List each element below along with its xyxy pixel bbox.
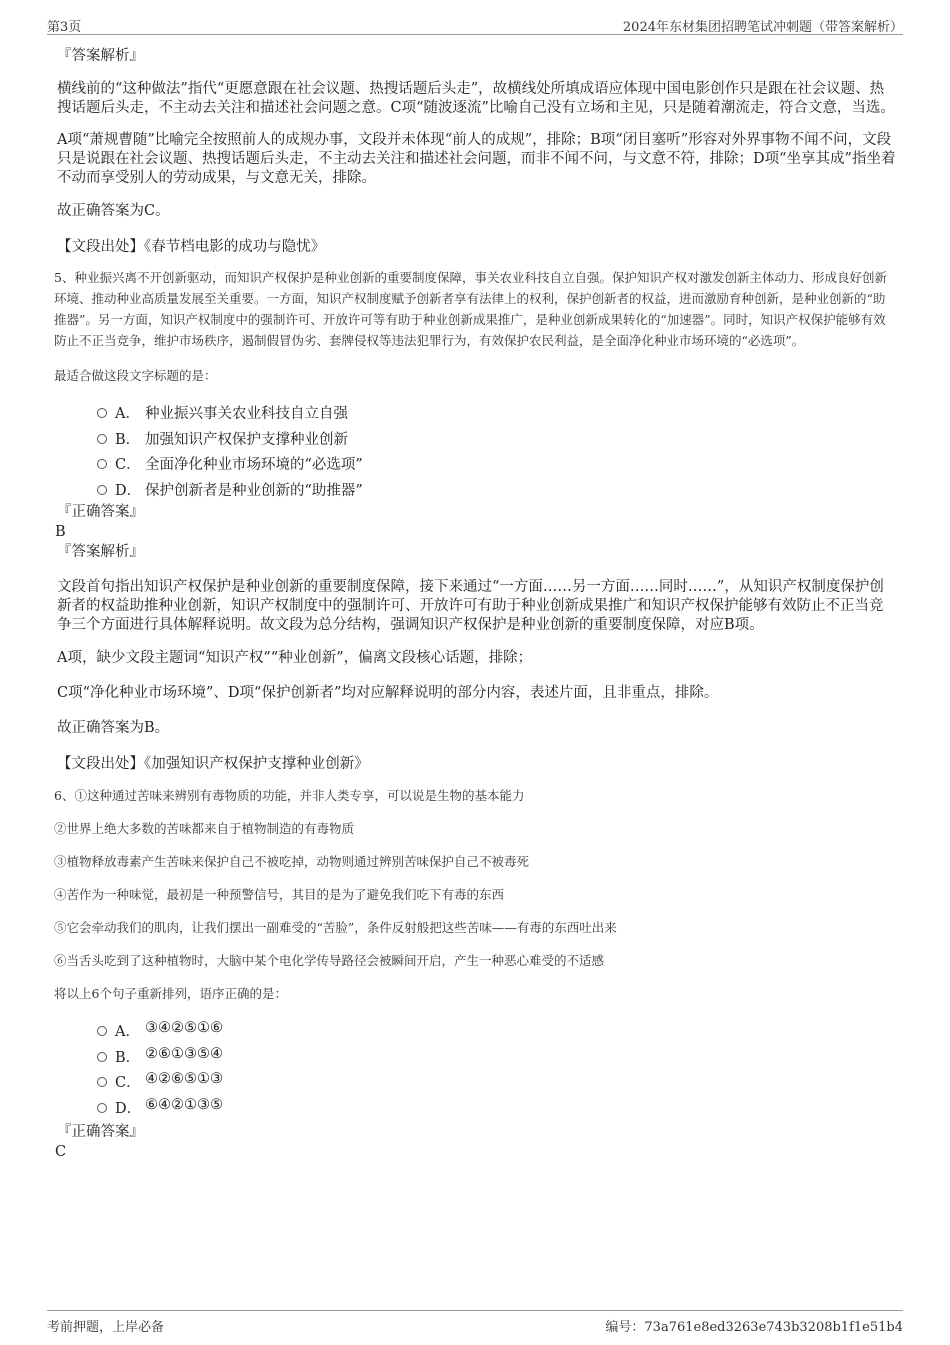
q5-conclusion: 故正确答案为B。: [57, 720, 170, 736]
q5-question: 最适合做这段文字标题的是：: [54, 368, 217, 383]
q5-stem: 5、种业振兴离不开创新驱动，而知识产权保护是种业创新的重要制度保障，事关农业科技自立自强。保护知识产权对激发创新主体动力、形成良好创新环境、推动种业高质量发展至关重要。一方面，知识产权制度赋予创新者享有法律上的权利，保护创新者的权益，进而激励育种创新，是种业创新的“助推器”。另一方面，知识产权制度中的强制许可、开放许可等有助于种业创新成果推广，是种业创新成果转化的“加速器”。同时，知识产权保护能够有效防止不正当竞争，维护市场秩序，遏制假冒伪劣、套牌侵权等违法犯罪行为，有效保护农民利益，是全面净化种业市场环境的“必选项”。: [54, 270, 887, 348]
q5-source: 【文段出处】《加强知识产权保护支撑种业创新》: [57, 756, 369, 772]
footer-slogan: 考前押题，上岸必备: [47, 1320, 165, 1335]
q4-analysis-label: 『答案解析』: [57, 48, 144, 64]
q5-analysis-p3: C项“净化种业市场环境”、D项“保护创新者”均对应解释说明的部分内容，表述片面，且非重点，排除。: [57, 685, 719, 701]
q5-analysis-p1: 文段首句指出知识产权保护是种业创新的重要制度保障，接下来通过“一方面……另一方面……同时……”，从知识产权制度保护创新者的权益助推种业创新，知识产权制度中的强制许可、开放许可有助于种业创新成果推广和知识产权保护能够有效防止不正当竞争三个方面进行具体解释说明。故文段为总分结构，强调知识产权保护是种业创新的重要制度保障，对应B项。: [57, 579, 884, 633]
q5-option-d[interactable]: D． 保护创新者是种业创新的“助推器”: [57, 477, 897, 503]
q5-correct-label: 『正确答案』: [57, 504, 144, 520]
q5-analysis-label: 『答案解析』: [57, 544, 144, 560]
q5-correct-value: B: [55, 524, 66, 540]
q4-conclusion: 故正确答案为C。: [57, 203, 170, 219]
document-title: 2024年东材集团招聘笔试冲刺题（带答案解析）: [622, 20, 903, 35]
q4-source: 【文段出处】《春节档电影的成功与隐忧》: [57, 239, 326, 255]
radio-icon[interactable]: [97, 1052, 107, 1062]
radio-icon[interactable]: [97, 408, 107, 418]
q6-sentence-6: ⑥当舌头吃到了这种植物时，大脑中某个电化学传导路径会被瞬间开启，产生一种恶心难受的不适感: [54, 953, 605, 968]
q6-option-c[interactable]: C． ④②⑥⑤①③: [57, 1069, 897, 1095]
q6-correct-label: 『正确答案』: [57, 1124, 144, 1140]
radio-icon[interactable]: [97, 485, 107, 495]
q4-analysis-p1: 横线前的“这种做法”指代“更愿意跟在社会议题、热搜话题后头走”，故横线处所填成语应体现中国电影创作只是跟在社会议题、热搜话题后头走，不主动去关注和描述社会问题之意。C项“随波逐流”比喻自己没有立场和主见，只是随着潮流走，符合文意，当选。: [57, 81, 895, 116]
q5-option-c[interactable]: C． 全面净化种业市场环境的“必选项”: [57, 451, 897, 477]
radio-icon[interactable]: [97, 1077, 107, 1087]
q4-analysis-p2: A项“萧规曹随”比喻完全按照前人的成规办事，文段并未体现“前人的成规”，排除；B项“闭目塞听”形容对外界事物不闻不问，文段只是说跟在社会议题、热搜话题后头走，不主动去关注和描述社会问题，而非不闻不问，与文意不符，排除；D项“坐享其成”指坐着不动而享受别人的劳动成果，与文意无关，排除。: [57, 132, 896, 186]
q6-sentence-5: ⑤它会牵动我们的肌肉，让我们摆出一副难受的“苦脸”，条件反射般把这些苦味——有毒的东西吐出来: [54, 920, 617, 935]
page-footer: [47, 1310, 903, 1335]
q6-options: [57, 1018, 897, 1120]
q6-sentence-1: 6、①这种通过苦味来辨别有毒物质的功能，并非人类专享，可以说是生物的基本能力: [54, 788, 525, 803]
q6-option-a[interactable]: A． ③④②⑤①⑥: [57, 1018, 897, 1044]
q5-analysis-p2: A项，缺少文段主题词“知识产权”“种业创新”，偏离文段核心话题，排除；: [57, 650, 533, 666]
radio-icon[interactable]: [97, 1026, 107, 1036]
q6-sentence-3: ③植物释放毒素产生苦味来保护自己不被吃掉，动物则通过辨别苦味保护自己不被毒死: [54, 854, 530, 869]
q6-option-b[interactable]: B． ②⑥①③⑤④: [57, 1044, 897, 1070]
q6-option-d[interactable]: D． ⑥④②①③⑤: [57, 1095, 897, 1121]
radio-icon[interactable]: [97, 459, 107, 469]
document-code-label: 编号：: [605, 1320, 645, 1335]
q5-option-a[interactable]: A． 种业振兴事关农业科技自立自强: [57, 400, 897, 426]
document-code: [605, 1316, 903, 1335]
page-header: [47, 14, 903, 35]
page-number: 第3页: [47, 20, 82, 35]
radio-icon[interactable]: [97, 1103, 107, 1113]
document-code-value: 73a761e8ed3263e743b3208b1f1e51b4: [644, 1320, 903, 1335]
q6-question: 将以上6个句子重新排列，语序正确的是：: [54, 986, 287, 1001]
q6-sentence-2: ②世界上绝大多数的苦味都来自于植物制造的有毒物质: [54, 821, 355, 836]
q6-sentence-4: ④苦作为一种味觉，最初是一种预警信号，其目的是为了避免我们吃下有毒的东西: [54, 887, 505, 902]
q5-options: [57, 400, 897, 502]
page-content: [54, 44, 897, 1162]
q6-correct-value: C: [55, 1144, 67, 1160]
q5-option-b[interactable]: B． 加强知识产权保护支撑种业创新: [57, 426, 897, 452]
radio-icon[interactable]: [97, 434, 107, 444]
